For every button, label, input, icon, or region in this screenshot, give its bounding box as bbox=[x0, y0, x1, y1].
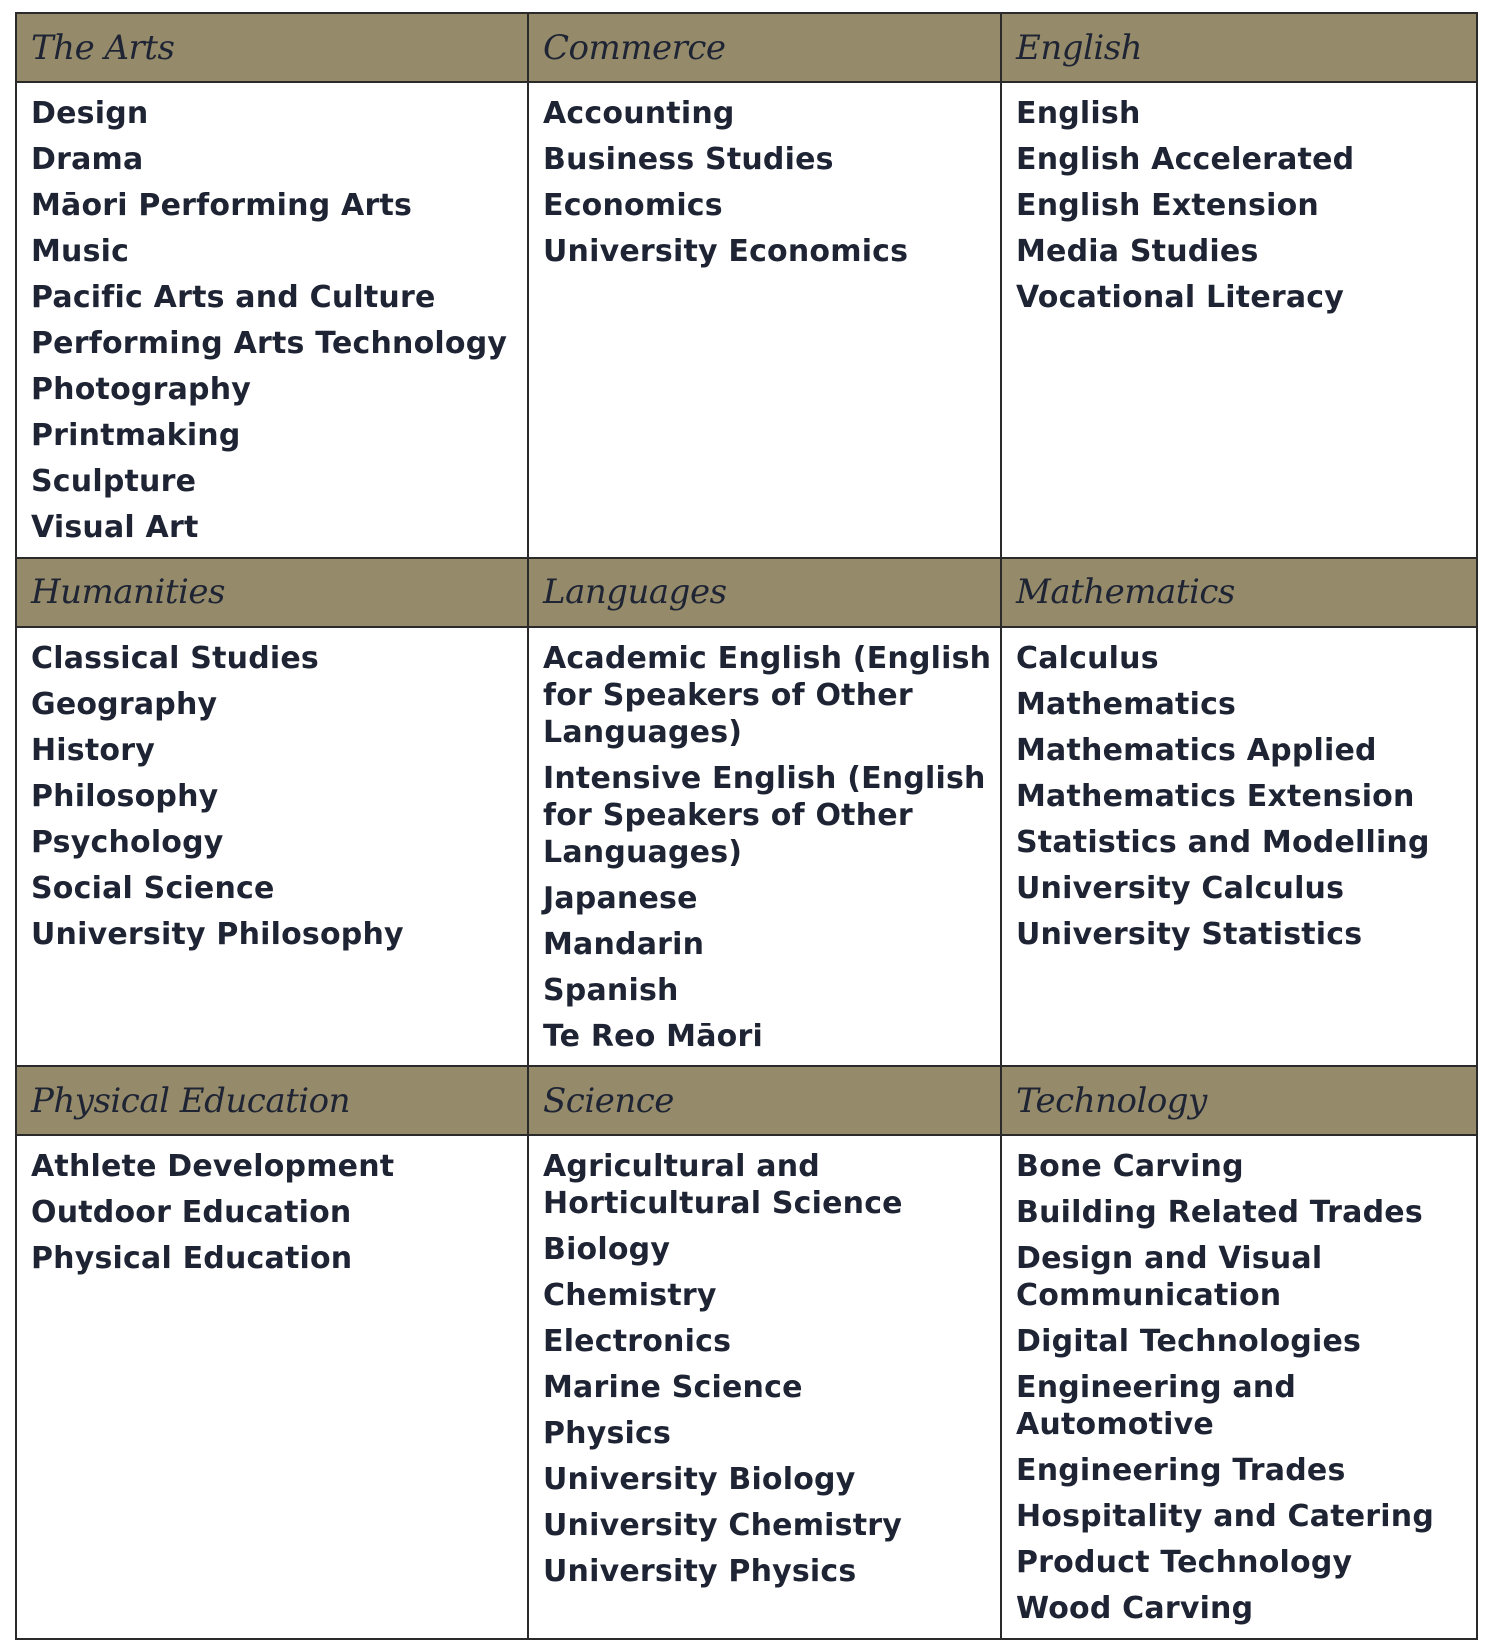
subjects-row bbox=[16, 1135, 1477, 1639]
section-title: Humanities bbox=[31, 572, 225, 613]
subject-item: University Philosophy bbox=[31, 916, 404, 952]
header-row bbox=[16, 13, 1477, 82]
subject-item: Design bbox=[31, 96, 149, 132]
subject-item: Marine Science bbox=[543, 1370, 803, 1406]
subject-item: University Biology bbox=[543, 1462, 856, 1498]
subject-item: English bbox=[1016, 96, 1141, 132]
subject-item: Sculpture bbox=[31, 464, 197, 500]
subject-item: Geography bbox=[31, 686, 218, 722]
subject-list bbox=[529, 628, 1000, 1055]
subject-list bbox=[529, 83, 1000, 270]
section-title: Languages bbox=[543, 572, 727, 613]
subject-item: Business Studies bbox=[543, 142, 834, 178]
subject-item: Mathematics Extension bbox=[1016, 778, 1415, 814]
section-body bbox=[1001, 82, 1477, 557]
section-body bbox=[1001, 627, 1477, 1066]
header-row bbox=[16, 558, 1477, 627]
section-header bbox=[16, 1066, 528, 1135]
subject-list bbox=[17, 1136, 527, 1277]
section-title: Physical Education bbox=[31, 1080, 350, 1121]
subject-item: Psychology bbox=[31, 824, 224, 860]
subject-item: History bbox=[31, 732, 155, 768]
section-header bbox=[1001, 558, 1477, 627]
section-title: Science bbox=[543, 1080, 674, 1121]
subject-item: Biology bbox=[543, 1232, 671, 1268]
section-body bbox=[1001, 1135, 1477, 1639]
subject-item: University Economics bbox=[543, 234, 909, 270]
subject-item: Academic English (English for Speakers of Other Languages) bbox=[543, 640, 992, 750]
subject-item: Mathematics bbox=[1016, 686, 1237, 722]
subject-item: English Extension bbox=[1016, 188, 1319, 224]
section-header bbox=[528, 558, 1001, 627]
subject-item: Bone Carving bbox=[1016, 1149, 1244, 1185]
subject-item: Electronics bbox=[543, 1324, 732, 1360]
subject-list bbox=[1002, 1136, 1476, 1627]
subjects-table bbox=[15, 12, 1478, 1640]
subject-item: Calculus bbox=[1016, 640, 1159, 676]
subject-item: Vocational Literacy bbox=[1016, 280, 1345, 316]
subject-list bbox=[17, 628, 527, 953]
subject-item: Engineering Trades bbox=[1016, 1453, 1346, 1489]
section-header bbox=[16, 558, 528, 627]
subject-item: Chemistry bbox=[543, 1278, 717, 1314]
section-title: Commerce bbox=[543, 27, 726, 68]
subject-item: Visual Art bbox=[31, 510, 199, 546]
section-body bbox=[16, 1135, 528, 1639]
section-header bbox=[1001, 1066, 1477, 1135]
header-row bbox=[16, 1066, 1477, 1135]
subject-list bbox=[1002, 83, 1476, 316]
subject-item: Drama bbox=[31, 142, 144, 178]
subject-item: Māori Performing Arts bbox=[31, 188, 413, 224]
subject-item: Engineering and Automotive bbox=[1016, 1370, 1297, 1443]
section-header bbox=[528, 1066, 1001, 1135]
subject-item: Mandarin bbox=[543, 926, 705, 962]
section-body bbox=[528, 82, 1001, 557]
subject-item: Spanish bbox=[543, 972, 679, 1008]
subject-item: Hospitality and Catering bbox=[1016, 1499, 1435, 1535]
subject-item: University Calculus bbox=[1016, 870, 1345, 906]
subject-item: University Physics bbox=[543, 1554, 857, 1590]
subject-item: Printmaking bbox=[31, 418, 241, 454]
subject-item: Athlete Development bbox=[31, 1149, 395, 1185]
subject-item: Economics bbox=[543, 188, 723, 224]
subject-item: University Statistics bbox=[1016, 916, 1363, 952]
subject-item: University Chemistry bbox=[543, 1508, 902, 1544]
subject-item: Te Reo Māori bbox=[543, 1018, 763, 1054]
section-body bbox=[528, 627, 1001, 1066]
section-title: Mathematics bbox=[1016, 572, 1235, 613]
subject-item: Building Related Trades bbox=[1016, 1195, 1423, 1231]
subject-item: Performing Arts Technology bbox=[31, 326, 508, 362]
section-title: English bbox=[1016, 27, 1143, 68]
subject-list bbox=[1002, 628, 1476, 953]
subject-item: Intensive English (English for Speakers of Other Languages) bbox=[543, 760, 986, 870]
section-body bbox=[528, 1135, 1001, 1639]
subject-item: Design and Visual Communication bbox=[1016, 1241, 1323, 1314]
subject-item: Statistics and Modelling bbox=[1016, 824, 1430, 860]
subject-item: Pacific Arts and Culture bbox=[31, 280, 436, 316]
section-header bbox=[16, 13, 528, 82]
subject-item: Media Studies bbox=[1016, 234, 1259, 270]
subject-item: Accounting bbox=[543, 96, 735, 132]
subject-list bbox=[529, 1136, 1000, 1590]
section-header bbox=[528, 13, 1001, 82]
subject-item: Product Technology bbox=[1016, 1545, 1353, 1581]
subjects-row bbox=[16, 82, 1477, 557]
subject-item: Outdoor Education bbox=[31, 1195, 352, 1231]
section-body bbox=[16, 82, 528, 557]
subjects-row bbox=[16, 627, 1477, 1066]
subject-item: Wood Carving bbox=[1016, 1591, 1254, 1627]
subject-item: Music bbox=[31, 234, 130, 270]
subject-item: English Accelerated bbox=[1016, 142, 1355, 178]
subject-item: Philosophy bbox=[31, 778, 219, 814]
subject-item: Agricultural and Horticultural Science bbox=[543, 1149, 903, 1222]
subject-item: Physics bbox=[543, 1416, 672, 1452]
subject-list bbox=[17, 83, 527, 546]
subject-item: Physical Education bbox=[31, 1241, 353, 1277]
subject-item: Social Science bbox=[31, 870, 275, 906]
subject-item: Japanese bbox=[543, 880, 698, 916]
section-body bbox=[16, 627, 528, 1066]
subject-item: Photography bbox=[31, 372, 252, 408]
subject-item: Digital Technologies bbox=[1016, 1324, 1362, 1360]
section-title: Technology bbox=[1016, 1080, 1207, 1121]
section-title: The Arts bbox=[31, 27, 175, 68]
subject-item: Mathematics Applied bbox=[1016, 732, 1377, 768]
section-header bbox=[1001, 13, 1477, 82]
subject-item: Classical Studies bbox=[31, 640, 319, 676]
